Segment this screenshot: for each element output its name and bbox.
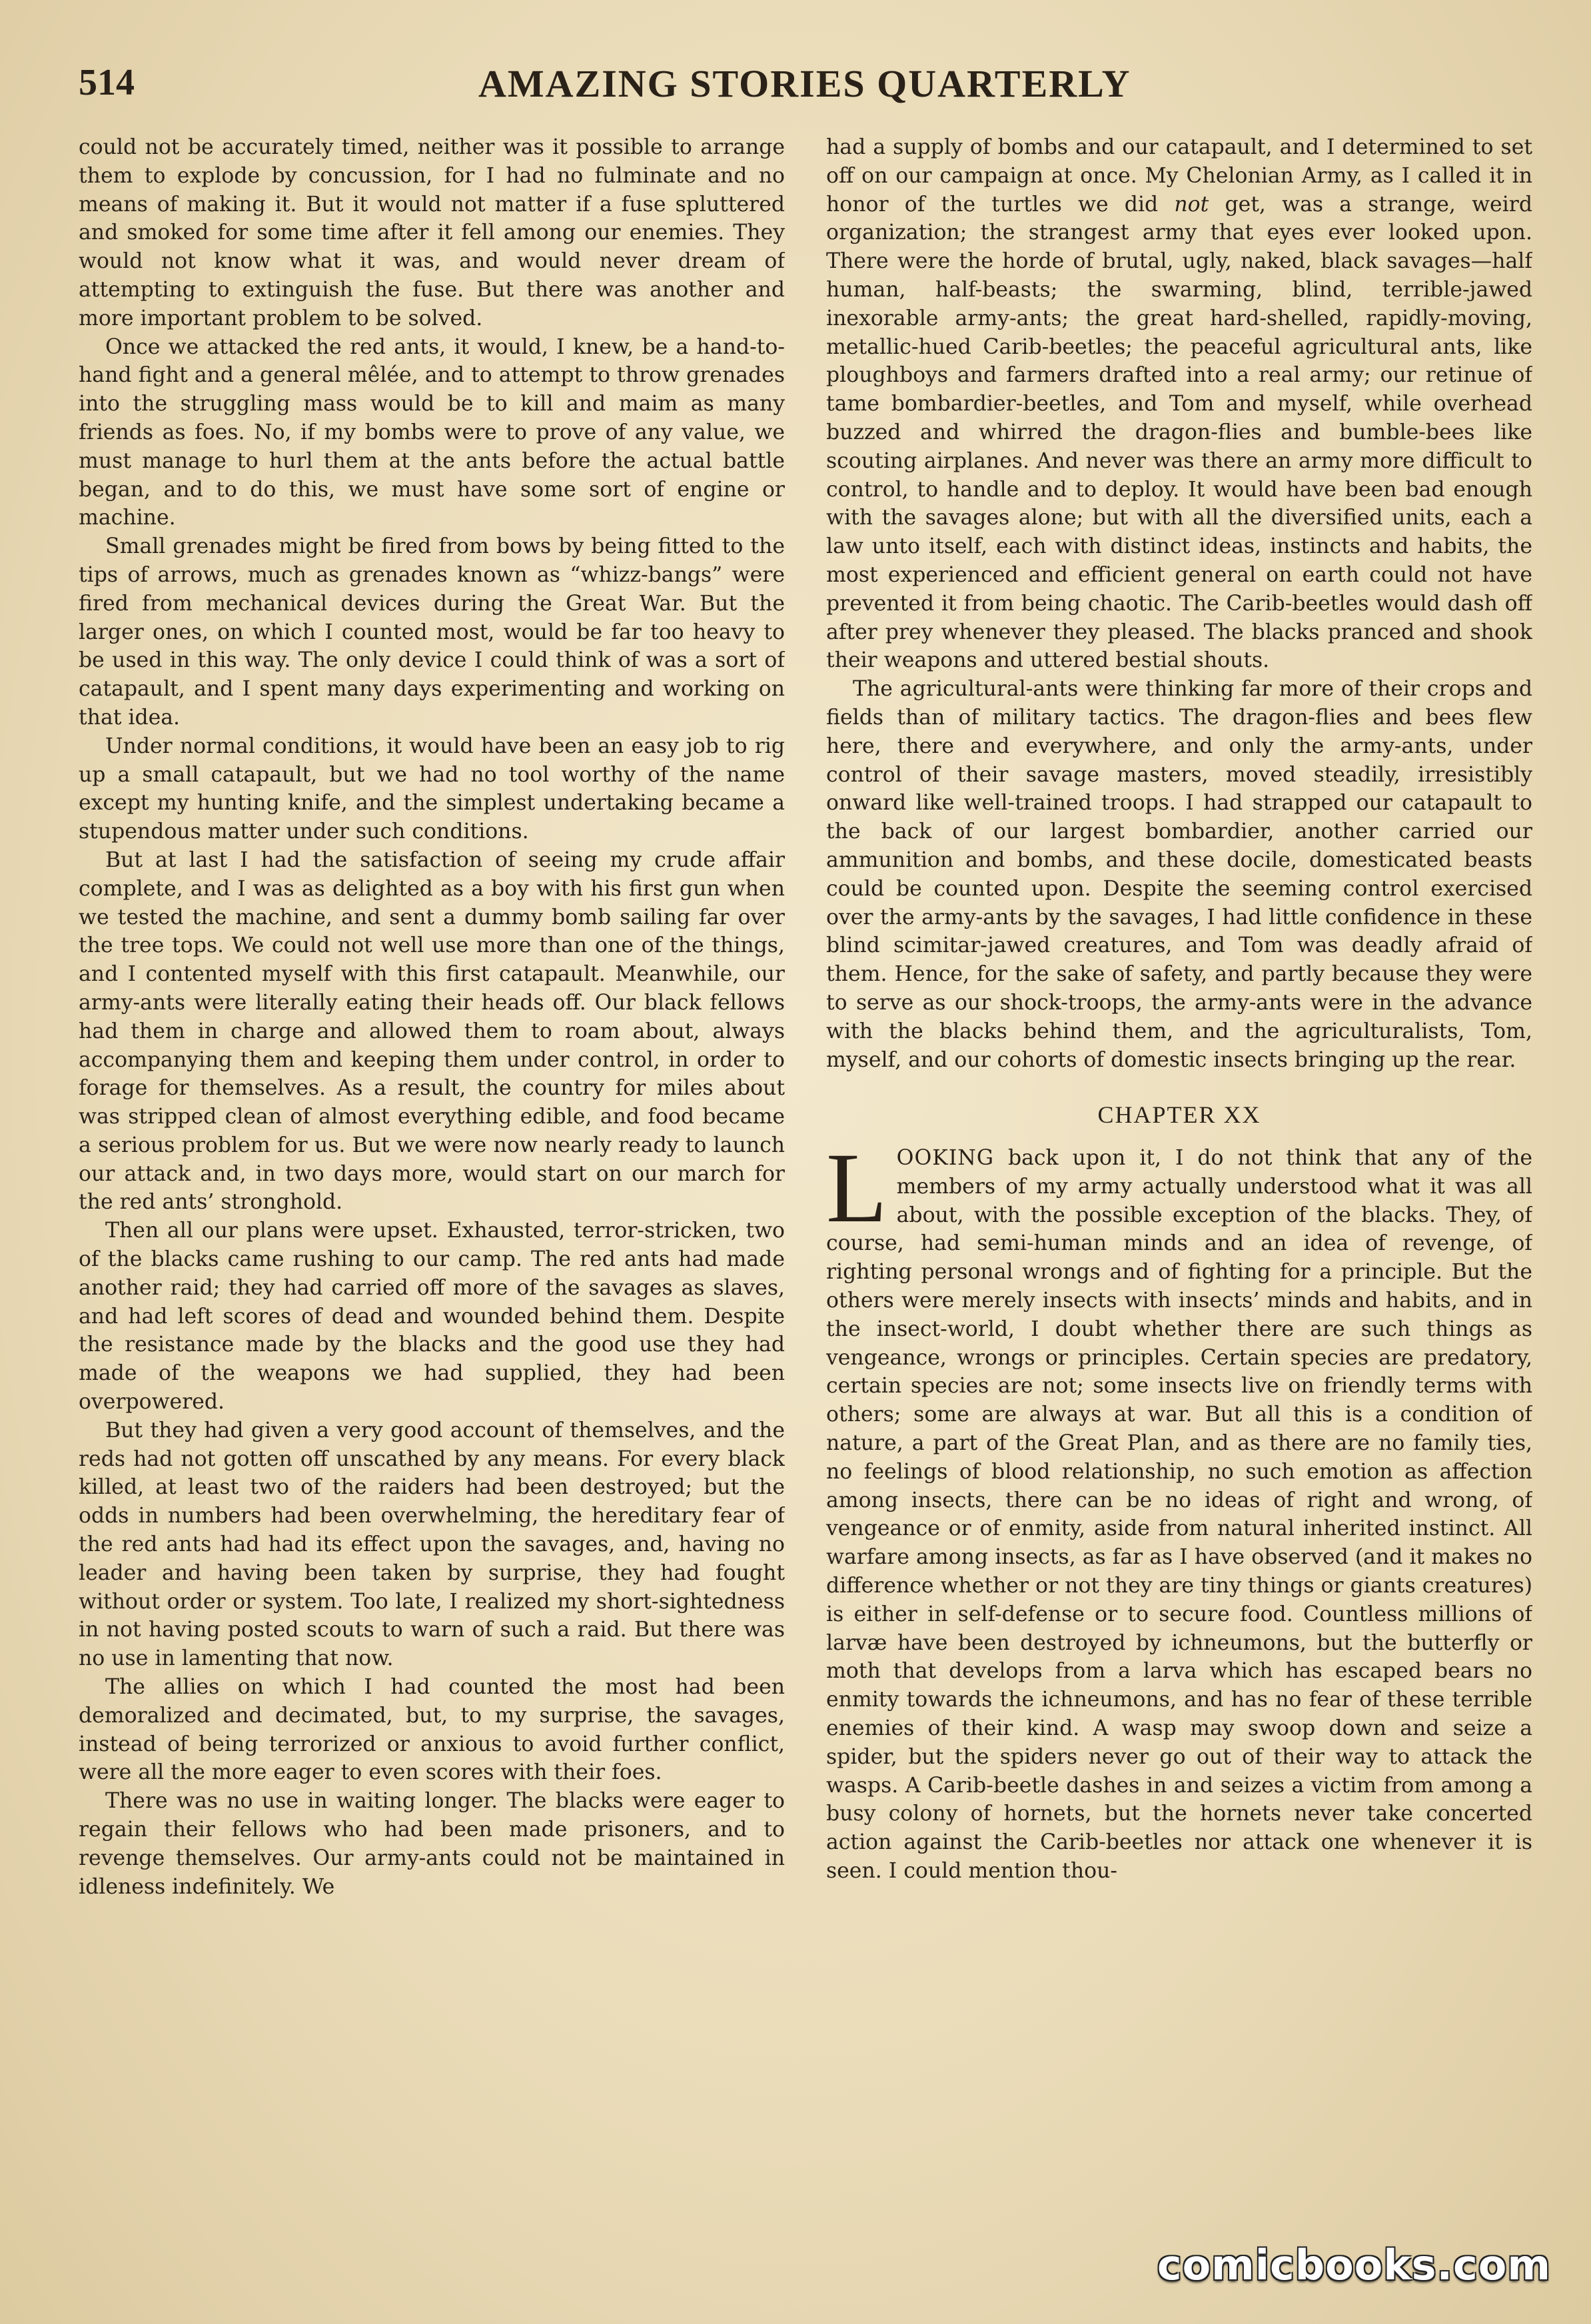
first-word: OOKING: [896, 1146, 994, 1171]
drop-cap: L: [826, 1133, 887, 1244]
right-column: [826, 133, 1532, 2205]
left-column: [79, 133, 785, 2205]
paragraph: [826, 133, 1532, 675]
paragraph: could not be accurately timed, neither was it possible to arrange them to explode by concussion, for I had no fulminate and no means of making it. But it would not matter if a fuse spluttered and smoked for some time after it fell among our enemies. They would not know what it was, and would never dream of attempting to extinguish the fuse. But there was another and more important problem to be solved.: [79, 135, 785, 330]
paragraph: Under normal conditions, it would have been an easy job to rig up a small catapault, but we had no tool worthy of the name except my hunting knife, and the simplest undertaking became a stupendous matter under such conditions.: [79, 734, 785, 844]
paragraph: There was no use in waiting longer. The blacks were eager to regain their fellows who had been made prisoners, and to revenge themselves. Our army-ants could not be maintained in idleness indefinitely. We: [79, 1789, 785, 1899]
chapter-heading: CHAPTER XX: [1097, 1101, 1261, 1129]
paragraph: Once we attacked the red ants, it would, I knew, be a hand-to-hand fight and a general mêlée, and to attempt to throw grenades into the struggling mass would be to kill and maim as many friends as foes. No, if my bombs were to prove of any value, we must manage to hurl them at the ants before the actual battle began, and to do this, we must have some sort of engine or machine.: [79, 334, 785, 530]
paragraph: The allies on which I had counted the most had been demoralized and decimated, but, to my surprise, the savages, instead of being terrorized or anxious to avoid further conflict, were all the more eager to even scores with their foes.: [79, 1675, 785, 1785]
watermark: comicbooks.com: [1157, 2241, 1551, 2289]
paragraph: The agricultural-ants were thinking far more of their crops and fields than of military tactics. The dragon-flies and bees flew here, there and everywhere, and only the army-ants, under control of their savage masters, moved steadily, irresistibly onward like well-trained troops. I had strapped our catapault to the back of our largest bombardier, another carried our ammunition and bombs, and these docile, domesticated beasts could be counted upon. Despite the seeming control exercised over the army-ants by the savages, I had little confidence in these blind scimitar-jawed creatures, and Tom was deadly afraid of them. Hence, for the sake of safety, and partly because they were to serve as our shock-troops, the army-ants were in the advance with the blacks behind them, and the agriculturalists, Tom, myself, and our cohorts of domestic insects bringing up the rear.: [826, 677, 1532, 1072]
paragraph: [826, 1133, 1532, 1886]
page-header: [79, 61, 1544, 115]
text-run: get, was a strange, weird organization; the strangest army that eyes ever looked upon. There were the horde of brutal, ugly, naked, black savages—half human, half-beasts; the swarming, blind, terrible-jawed inexorable army-ants; the great hard-shelled, rapidly-moving, metallic-hued Carib-beetles; the peaceful agricultural ants, like ploughboys and farmers drafted into a real army; our retinue of tame bombardier-beetles, and Tom and myself, while overhead buzzed and whirred the dragon-flies and bumble-bees like scouting airplanes. And never was there an army more difficult to control, to handle and to deploy. It would have been bad enough with the savages alone; but with all the diversified units, each a law unto itself, each with distinct ideas, instincts and habits, the most experienced and efficient general on earth could not have prevented it from being chaotic. The Carib-beetles would dash off after prey whenever they pleased. The blacks pranced and shook their weapons and uttered bestial shouts.: [826, 192, 1532, 673]
paragraph: But at last I had the satisfaction of seeing my crude affair complete, and I was as delighted as a boy with his first gun when we tested the machine, and sent a dummy bomb sailing far over the tree tops. We could not well use more than one of the things, and I contented myself with this first catapault. Meanwhile, our army-ants were literally eating their heads off. Our black fellows had them in charge and allowed them to roam about, always accompanying them and keeping them under control, in order to forage for themselves. As a result, the country for miles about was stripped clean of almost everything edible, and food became a serious problem for us. But we were now nearly ready to launch our attack and, in two days more, would start on our march for the red ants’ stronghold.: [79, 848, 785, 1215]
paragraph: Small grenades might be fired from bows by being fitted to the tips of arrows, much as grenades known as “whizz-bangs” were fired from mechanical devices during the Great War. But the larger ones, on which I counted most, would be far too heavy to be used in this way. The only device I could think of was a sort of catapault, and I spent many days experimenting and working on that idea.: [79, 534, 785, 730]
paragraph: But they had given a very good account of themselves, and the reds had not gotten off unscathed by any means. For every black killed, at least two of the raiders had been destroyed; but the odds in numbers had been overwhelming, the hereditary fear of the red ants had had its effect upon the savages, and, having no leader and having been taken by surprise, they had fought without order or system. Too late, I realized my short-sightedness in not having posted scouts to warn of such a raid. But there was no use in lamenting that now.: [79, 1418, 785, 1671]
text-run: back upon it, I do not think that any of the members of my army actually understood what it was all about, with the possible exception of the blacks. They, of course, had semi-human minds and an idea of revenge, of righting personal wrongs and of fighting for a principle. But the others were merely insects with insects’ minds and habits, and in the insect-world, I doubt whether there are such things as vengeance, wrongs or principles. Certain species are predatory, certain species are not; some insects live on friendly terms with others; some are always at war. But all this is a condition of nature, a part of the Great Plan, and as there are no family ties, no feelings of blood relationship, no such emotion as affection among insects, there can be no ideas of right and wrong, of vengeance or of enmity, aside from natural inherited instinct. All warfare among insects, as far as I have observed (and it makes no difference whether or not they are tiny things or giants creatures) is either in self-defense or to secure food. Countless millions of larvæ have been destroyed by ichneumons, but the butterfly or moth that develops from a larva which has escaped bears no enmity towards the ichneumons, and has no fear of these terrible enemies of their kind. A wasp may swoop down and seize a spider, but the spiders never go out of their way to attack the wasps. A Carib-beetle dashes in and seizes a victim from among a busy colony of hornets, but the hornets never take concerted action against the Carib-beetles nor attack one whenever it is seen. I could mention thou-: [826, 1146, 1532, 1884]
text-run: had a supply of bombs and our catapault, and I determined to set off on our campaign at once. My Chelonian Army, as I called it in honor of the turtles we did: [826, 135, 1532, 217]
paragraph: Then all our plans were upset. Exhausted, terror-stricken, two of the blacks came rushing to our camp. The red ants had made another raid; they had carried off more of the savages as slaves, and had left scores of dead and wounded behind them. Despite the resistance made by the blacks and the good use they had made of the weapons we had supplied, they had been overpowered.: [79, 1219, 785, 1415]
emphasis: not: [1174, 192, 1209, 217]
page-number: 514: [79, 62, 135, 103]
running-title: AMAZING STORIES QUARTERLY: [478, 62, 1131, 105]
